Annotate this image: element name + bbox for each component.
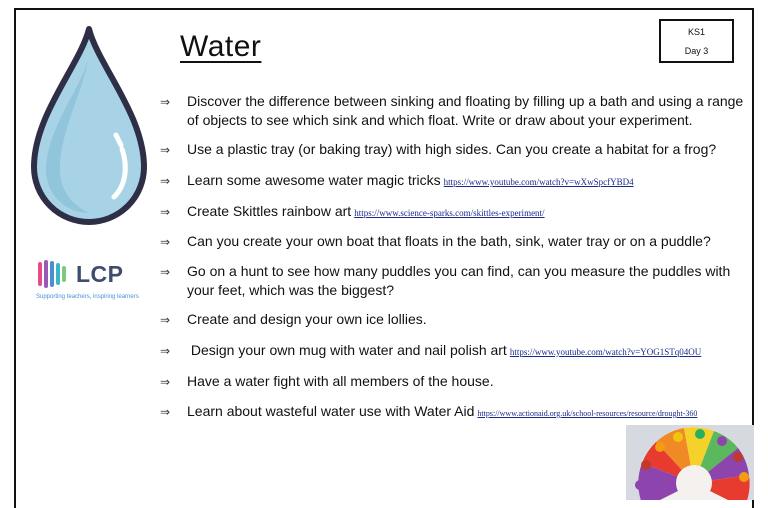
list-item — [160, 402, 757, 423]
activity-link[interactable]: https://www.youtube.com/watch?v=wXwSpcfYBD4 — [443, 177, 634, 187]
logo-tagline: Supporting teachers, inspiring learners — [36, 294, 139, 300]
stage-label: KS1 — [687, 27, 705, 37]
activity-text: Create and design your own ice lollies. — [187, 311, 427, 327]
page-title: Water — [180, 30, 262, 63]
list-item — [160, 232, 757, 252]
list-item — [160, 310, 757, 330]
activity-text: Design your own mug with water and nail polish art — [187, 342, 507, 358]
water-drop-icon — [30, 25, 148, 227]
day-label: Day 3 — [684, 46, 709, 56]
double-arrow-right-icon: ⇒ — [160, 235, 171, 249]
skittles-rainbow-photo — [626, 425, 754, 500]
list-item — [160, 92, 757, 130]
double-arrow-right-icon: ⇒ — [160, 313, 171, 327]
list-item — [160, 171, 757, 192]
double-arrow-right-icon: ⇒ — [160, 344, 171, 358]
activity-link[interactable]: https://www.actionaid.org.uk/school-resources/resource/drought-360 — [477, 409, 698, 418]
skittles-photo-image — [626, 425, 754, 500]
activity-text: Create Skittles rainbow art — [187, 203, 352, 219]
activity-text: Go on a hunt to see how many puddles you can find, can you measure the puddles with your feet, which was the biggest? — [187, 263, 731, 298]
activity-text: Discover the difference between sinking and floating by filling up a bath and using a range of objects to see which sink and which float. Write or draw about your experiment. — [187, 93, 744, 128]
lcp-logo — [36, 258, 146, 300]
double-arrow-right-icon: ⇒ — [160, 205, 171, 219]
activity-text: Learn about wasteful water use with Water Aid — [187, 403, 475, 419]
double-arrow-right-icon: ⇒ — [160, 375, 171, 389]
double-arrow-right-icon: ⇒ — [160, 143, 171, 157]
double-arrow-right-icon: ⇒ — [160, 405, 171, 419]
logo-name: LCP — [76, 260, 124, 287]
activity-link[interactable]: https://www.science-sparks.com/skittles-experiment/ — [354, 208, 545, 218]
list-item — [160, 372, 757, 392]
stage-badge — [659, 19, 734, 63]
activity-text: Can you create your own boat that floats in the bath, sink, water tray or on a puddle? — [187, 233, 711, 249]
activity-link[interactable]: https://www.youtube.com/watch?v=YOG1STq04OU — [509, 347, 702, 357]
activity-text: Learn some awesome water magic tricks — [187, 172, 441, 188]
list-item — [160, 262, 757, 300]
list-item — [160, 202, 757, 223]
list-item — [160, 341, 757, 362]
double-arrow-right-icon: ⇒ — [160, 95, 171, 109]
activity-text: Use a plastic tray (or baking tray) with high sides. Can you create a habitat for a frog? — [187, 141, 717, 157]
double-arrow-right-icon: ⇒ — [160, 174, 171, 188]
lcp-logo-icon — [36, 258, 70, 290]
double-arrow-right-icon: ⇒ — [160, 265, 171, 279]
list-item — [160, 140, 757, 160]
activity-text: Have a water fight with all members of the house. — [187, 373, 494, 389]
